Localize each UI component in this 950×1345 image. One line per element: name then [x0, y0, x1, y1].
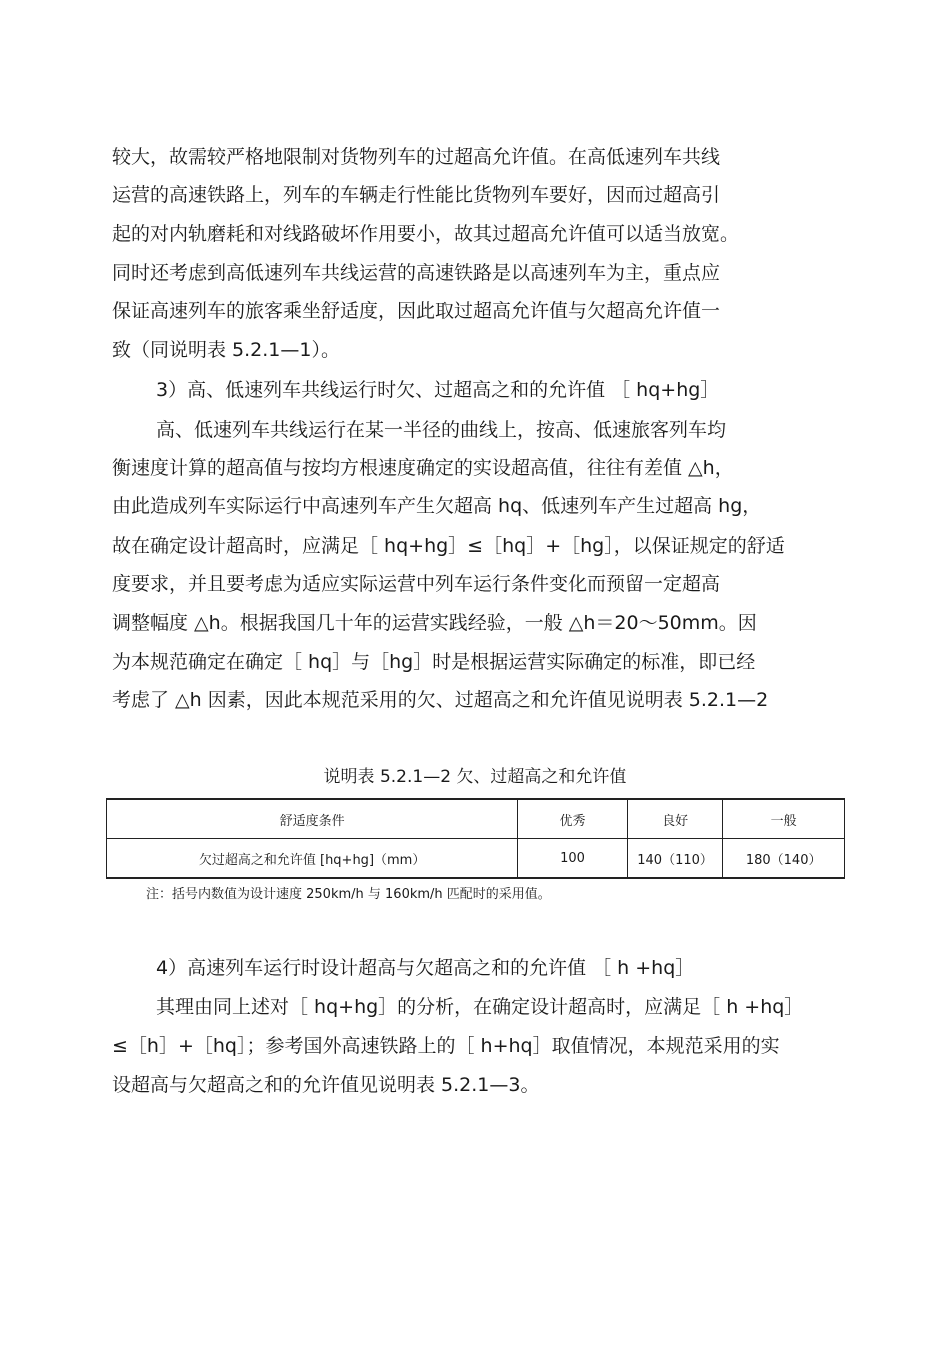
table-cell: 180（140）	[723, 839, 845, 879]
table-header-cell: 优秀	[518, 799, 628, 839]
table-cell: 100	[518, 839, 628, 879]
text-line: 调整幅度 △h。根据我国几十年的运营实践经验，一般 △h＝20～50mm。因	[112, 612, 757, 634]
table-header-row	[107, 799, 845, 839]
text-line: 由此造成列车实际运行中高速列车产生欠超高 hq、低速列车产生过超高 hg，	[112, 495, 762, 517]
text-line: 为本规范确定在确定［ hq］与［hg］时是根据运营实际确定的标准，即已经	[112, 651, 756, 673]
text-line: 度要求，并且要考虑为适应实际运营中列车运行条件变化而预留一定超高	[112, 573, 721, 595]
text-line: ≤［h］+［hq］；参考国外高速铁路上的［ h+hq］取值情况，本规范采用的实	[112, 1035, 780, 1057]
table-cell: 140（110）	[627, 839, 723, 879]
table-note: 注：括号内数值为设计速度 250km/h 与 160km/h 匹配时的采用值。	[146, 887, 551, 902]
text-line: 设超高与欠超高之和的允许值见说明表 5.2.1—3。	[112, 1074, 540, 1096]
table-cell: 欠过超高之和允许值 [hq+hg]（mm）	[107, 839, 518, 879]
text-line: 其理由同上述对［ hq+hg］的分析，在确定设计超高时，应满足［ h +hq］	[156, 996, 804, 1018]
text-line: 较大，故需较严格地限制对货物列车的过超高允许值。在高低速列车共线	[112, 146, 721, 168]
text-line: 同时还考虑到高低速列车共线运营的高速铁路是以高速列车为主，重点应	[112, 262, 721, 284]
section-heading-4: 4）高速列车运行时设计超高与欠超高之和的允许值 ［ h +hq］	[156, 957, 695, 979]
text-line: 衡速度计算的超高值与按均方根速度确定的实设超高值，往往有差值 △h，	[112, 457, 734, 479]
table-header-cell: 舒适度条件	[107, 799, 518, 839]
allowance-table	[106, 798, 845, 879]
text-line: 起的对内轨磨耗和对线路破坏作用要小，故其过超高允许值可以适当放宽。	[112, 223, 740, 245]
text-line: 故在确定设计超高时，应满足［ hq+hg］≤［hq］+［hg］，以保证规定的舒适	[112, 535, 785, 557]
text-line: 致（同说明表 5.2.1—1）。	[112, 339, 340, 361]
text-line: 运营的高速铁路上，列车的车辆走行性能比货物列车要好，因而过超高引	[112, 184, 721, 206]
text-line: 考虑了 △h 因素，因此本规范采用的欠、过超高之和允许值见说明表 5.2.1—2	[112, 689, 769, 711]
table-caption: 说明表 5.2.1—2 欠、过超高之和允许值	[323, 767, 627, 787]
table-row	[107, 839, 845, 879]
text-line: 高、低速列车共线运行在某一半径的曲线上，按高、低速旅客列车均	[156, 419, 727, 441]
section-heading-3: 3）高、低速列车共线运行时欠、过超高之和的允许值 ［ hq+hg］	[156, 379, 720, 401]
text-line: 保证高速列车的旅客乘坐舒适度，因此取过超高允许值与欠超高允许值一	[112, 300, 721, 322]
table-header-cell: 一般	[723, 799, 845, 839]
table-header-cell: 良好	[627, 799, 723, 839]
